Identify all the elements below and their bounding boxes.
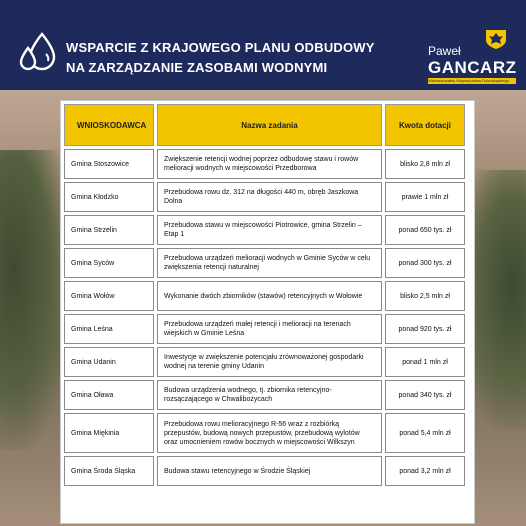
- brand-first-name: Paweł: [428, 44, 461, 58]
- amount-cell: ponad 3,2 mln zł: [385, 456, 465, 486]
- task-cell: Wykonanie dwóch zbiorników (stawów) retencyjnych w Wołowie: [157, 281, 382, 311]
- table-row: [64, 413, 465, 453]
- amount-cell: prawie 1 mln zł: [385, 182, 465, 212]
- table-row: [64, 347, 465, 377]
- amount-cell: ponad 650 tys. zł: [385, 215, 465, 245]
- table-row: [64, 149, 465, 179]
- applicant-cell: Gmina Udanin: [64, 347, 154, 377]
- amount-cell: ponad 340 tys. zł: [385, 380, 465, 410]
- header-amount: Kwota dotacji: [385, 104, 465, 146]
- applicant-cell: Gmina Strzelin: [64, 215, 154, 245]
- title-line-2: NA ZARZĄDZANIE ZASOBAMI WODNYMI: [66, 60, 328, 75]
- eagle-crest-icon: [484, 28, 508, 50]
- header-applicant: WNIOSKODAWCA: [64, 104, 154, 146]
- task-cell: Przebudowa urządzeń małej retencji i melioracji na terenach wiejskich w Gminie Leśna: [157, 314, 382, 344]
- grants-table-container: [60, 100, 475, 524]
- header-banner: [0, 0, 526, 90]
- amount-cell: ponad 920 tys. zł: [385, 314, 465, 344]
- task-cell: Inwestycje w zwiększenie potencjału zrównoważonej gospodarki wodnej na terenie gminy Udanin: [157, 347, 382, 377]
- applicant-cell: Gmina Środa Śląska: [64, 456, 154, 486]
- applicant-cell: Gmina Syców: [64, 248, 154, 278]
- amount-cell: blisko 2,5 mln zł: [385, 281, 465, 311]
- amount-cell: blisko 2,8 mln zł: [385, 149, 465, 179]
- header-task-name: Nazwa zadania: [157, 104, 382, 146]
- grants-table: [61, 101, 468, 489]
- brand-last-name: GANCARZ: [428, 58, 517, 77]
- brand-logo: [424, 30, 520, 82]
- task-cell: Przebudowa urządzeń melioracji wodnych w Gminie Syców w celu zwiększenia retencji naturalnej: [157, 248, 382, 278]
- table-row: [64, 281, 465, 311]
- table-row: [64, 380, 465, 410]
- title-line-1: WSPARCIE Z KRAJOWEGO PLANU ODBUDOWY: [66, 40, 375, 55]
- task-cell: Budowa urządzenia wodnego, tj. zbiornika retencyjno-rozsączającego w Chwalibożycach: [157, 380, 382, 410]
- applicant-cell: Gmina Oława: [64, 380, 154, 410]
- task-cell: Przebudowa stawu w miejscowości Piotrowice, gmina Strzelin – Etap 1: [157, 215, 382, 245]
- table-row: [64, 456, 465, 486]
- table-row: [64, 182, 465, 212]
- water-drops-icon: [18, 30, 58, 74]
- task-cell: Przebudowa rowu dz. 312 na długości 440 m, obręb Jaszkowa Dolna: [157, 182, 382, 212]
- applicant-cell: Gmina Wołów: [64, 281, 154, 311]
- table-header-row: [64, 104, 465, 146]
- applicant-cell: Gmina Stoszowice: [64, 149, 154, 179]
- applicant-cell: Gmina Kłodzko: [64, 182, 154, 212]
- task-cell: Przebudowa rowu melioracyjnego R-56 wraz z rozbiórką przepustów, budową nowych przepustów, przebudową wylotów oraz umocnieniem rowów bocznych w miejscowości Wilkszyn: [157, 413, 382, 453]
- task-cell: Zwiększenie retencji wodnej poprzez odbudowę stawu i rowów melioracji wodnych w miejscowości Przedborowa: [157, 149, 382, 179]
- table-row: [64, 248, 465, 278]
- amount-cell: ponad 5,4 mln zł: [385, 413, 465, 453]
- applicant-cell: Gmina Leśna: [64, 314, 154, 344]
- table-row: [64, 215, 465, 245]
- applicant-cell: Gmina Miękinia: [64, 413, 154, 453]
- task-cell: Budowa stawu retencyjnego w Środzie Śląskiej: [157, 456, 382, 486]
- page-title: [66, 38, 396, 78]
- amount-cell: ponad 300 tys. zł: [385, 248, 465, 278]
- amount-cell: ponad 1 mln zł: [385, 347, 465, 377]
- brand-subtitle: Wicemarszałek Województwa Dolnośląskiego: [428, 78, 516, 84]
- table-row: [64, 314, 465, 344]
